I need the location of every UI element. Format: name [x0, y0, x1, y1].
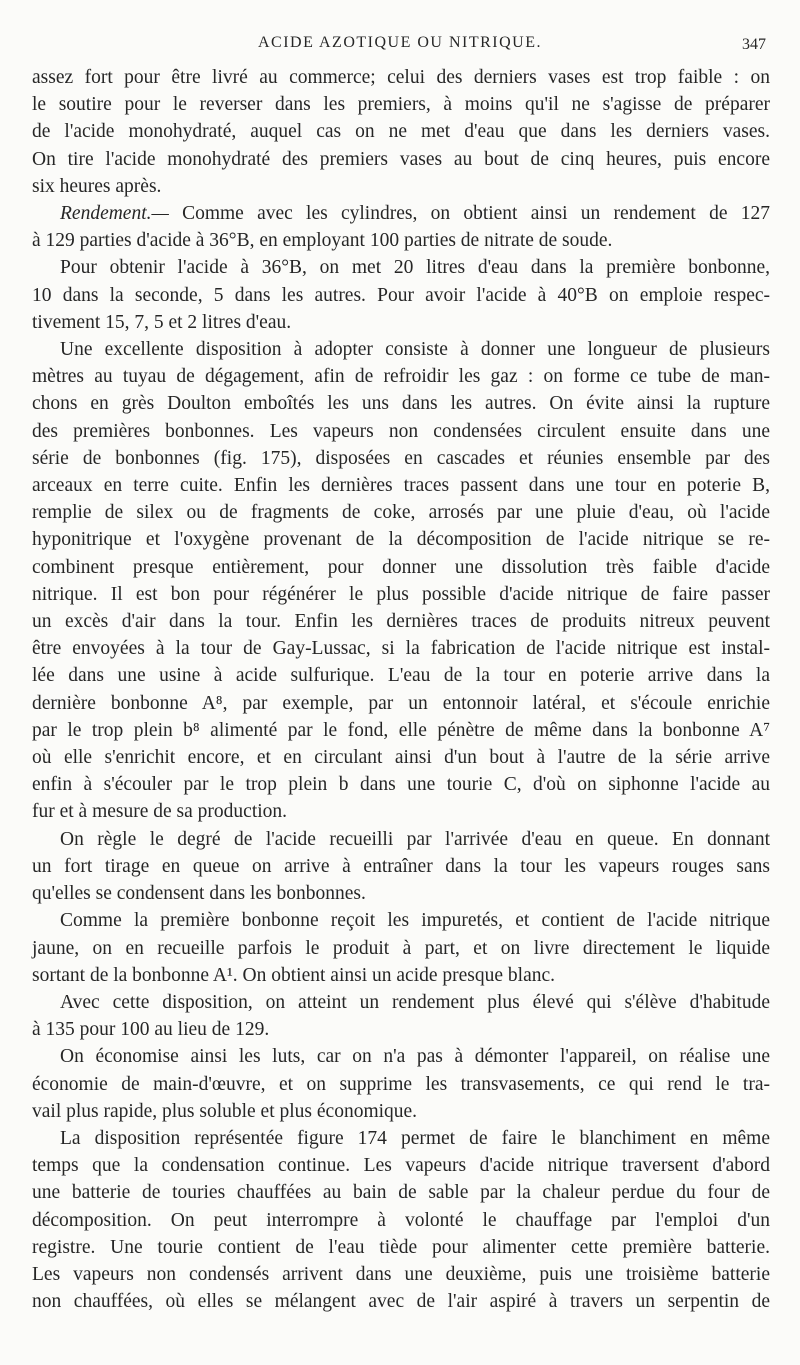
text-line	[32, 173, 770, 200]
line-text: enfin à s'écouler par le trop plein b dans une tourie C, d'où on siphonne l'acide au	[32, 774, 770, 796]
text-line	[32, 1207, 770, 1234]
line-text: non chauffées, où elles se mélangent avec de l'air aspiré à travers un serpentin de	[32, 1291, 770, 1313]
line-text: être envoyées à la tour de Gay-Lussac, si la fabrication de l'acide nitrique est instal-	[32, 638, 770, 660]
line-text: combinent presque entièrement, pour donner une dissolution très faible d'acide	[32, 556, 770, 578]
line-text: On tire l'acide monohydraté des premiers vases au bout de cinq heures, puis encore	[32, 148, 770, 170]
line-text: fur et à mesure de sa production.	[32, 801, 288, 823]
line-text: décomposition. On peut interrompre à volonté le chauffage par l'emploi d'un	[32, 1209, 770, 1231]
text-line	[32, 227, 770, 254]
line-text: Une excellente disposition à adopter consiste à donner une longueur de plusieurs	[60, 339, 770, 361]
text-line	[32, 1098, 770, 1125]
text-line	[32, 1016, 770, 1043]
line-text: Les vapeurs non condensés arrivent dans une deuxième, puis une troisième batterie	[32, 1263, 770, 1285]
text-line	[32, 880, 770, 907]
text-line	[32, 1179, 770, 1206]
text-line	[32, 91, 770, 118]
text-line	[32, 554, 770, 581]
line-text: mètres au tuyau de dégagement, afin de refroidir les gaz : on forme ce tube de man-	[32, 366, 770, 388]
page-header	[0, 34, 800, 58]
line-text: sortant de la bonbonne A¹. On obtient ainsi un acide presque blanc.	[32, 964, 556, 986]
line-text: remplie de silex ou de fragments de coke, arrosés par une pluie d'eau, où l'acide	[32, 502, 770, 524]
line-text: vail plus rapide, plus soluble et plus économique.	[32, 1100, 418, 1122]
text-line	[32, 526, 770, 553]
text-line	[32, 118, 770, 145]
text-line	[32, 282, 770, 309]
line-text: On économise ainsi les luts, car on n'a pas à démonter l'appareil, on réalise une	[60, 1046, 770, 1068]
line-text: Comme avec les cylindres, on obtient ainsi un rendement de 127	[182, 203, 770, 225]
line-text: un excès d'air dans la tour. Enfin les dernières traces de produits nitreux peuvent	[32, 611, 770, 633]
line-text: des premières bonbonnes. Les vapeurs non condensées circulent ensuite dans une	[32, 420, 770, 442]
line-text: par le trop plein b⁸ alimenté par le fond, elle pénètre de même dans la bonbonne A⁷	[32, 719, 770, 741]
line-text: à 129 parties d'acide à 36°B, en employant 100 parties de nitrate de soude.	[32, 230, 613, 252]
text-line	[32, 581, 770, 608]
line-text: 10 dans la seconde, 5 dans les autres. Pour avoir l'acide à 40°B on emploie respec-	[32, 284, 770, 306]
text-line	[32, 64, 770, 91]
body-text	[32, 64, 770, 1315]
line-text: Avec cette disposition, on atteint un rendement plus élevé qui s'élève d'habitude	[60, 991, 770, 1013]
text-line	[32, 1234, 770, 1261]
text-line	[32, 445, 770, 472]
text-line	[32, 853, 770, 880]
line-text: de l'acide monohydraté, auquel cas on ne met d'eau que dans les derniers vases.	[32, 121, 770, 143]
line-text: un fort tirage en queue on arrive à entraîner dans la tour les vapeurs rouges sans	[32, 855, 770, 877]
text-line	[32, 200, 770, 227]
text-line	[32, 1125, 770, 1152]
text-line	[32, 717, 770, 744]
text-line	[32, 744, 770, 771]
line-text: lée dans une usine à acide sulfurique. L'eau de la tour en poterie arrive dans la	[32, 665, 770, 687]
text-line	[32, 826, 770, 853]
line-text: jaune, on en recueille parfois le produit à part, et on livre directement le liquide	[32, 937, 770, 959]
running-title: ACIDE AZOTIQUE OU NITRIQUE.	[257, 34, 542, 51]
text-line	[32, 146, 770, 173]
line-text: économie de main-d'œuvre, et on supprime les transvasements, ce qui rend le tra-	[32, 1073, 770, 1095]
text-line	[32, 662, 770, 689]
text-line	[32, 635, 770, 662]
line-text: Comme la première bonbonne reçoit les impuretés, et contient de l'acide nitrique	[60, 910, 770, 932]
text-line	[32, 962, 770, 989]
text-line	[32, 771, 770, 798]
text-line	[32, 608, 770, 635]
line-text: six heures après.	[32, 175, 162, 197]
text-line	[32, 499, 770, 526]
text-line	[32, 336, 770, 363]
line-text: temps que la condensation continue. Les vapeurs d'acide nitrique traversent d'abord	[32, 1155, 770, 1177]
text-line	[32, 472, 770, 499]
text-line	[32, 254, 770, 281]
text-line	[32, 989, 770, 1016]
text-line	[32, 1071, 770, 1098]
text-line	[32, 390, 770, 417]
line-text: hyponitrique et l'oxygène provenant de la décomposition de l'acide nitrique se re-	[32, 529, 770, 551]
line-text: nitrique. Il est bon pour régénérer le plus possible d'acide nitrique de faire passer	[32, 583, 770, 605]
line-text: le soutire pour le reverser dans les premiers, à moins qu'il ne s'agisse de préparer	[32, 94, 770, 116]
text-line	[32, 907, 770, 934]
line-text: assez fort pour être livré au commerce; celui des derniers vases est trop faible : on	[32, 67, 770, 88]
line-text: dernière bonbonne A⁸, par exemple, par un entonnoir latéral, et s'écoule enrichie	[32, 692, 770, 714]
text-line	[32, 1152, 770, 1179]
line-text: série de bonbonnes (fig. 175), disposées en cascades et réunies ensemble par des	[32, 447, 770, 469]
text-line	[32, 418, 770, 445]
line-text: arceaux en terre cuite. Enfin les dernières traces passent dans une tour en poterie B,	[32, 475, 770, 497]
text-line	[32, 690, 770, 717]
line-text: une batterie de touries chauffées au bain de sable par la chaleur perdue du four de	[32, 1182, 770, 1204]
text-line	[32, 309, 770, 336]
italic-run-in-heading: Rendement.—	[60, 203, 183, 225]
line-text: La disposition représentée figure 174 permet de faire le blanchiment en même	[60, 1127, 770, 1149]
line-text: tivement 15, 7, 5 et 2 litres d'eau.	[32, 311, 292, 333]
text-line	[32, 1261, 770, 1288]
text-line	[32, 1288, 770, 1315]
line-text: à 135 pour 100 au lieu de 129.	[32, 1019, 270, 1041]
text-line	[32, 935, 770, 962]
page-number: 347	[742, 36, 766, 53]
line-text: On règle le degré de l'acide recueilli par l'arrivée d'eau en queue. En donnant	[60, 828, 770, 850]
line-text: Pour obtenir l'acide à 36°B, on met 20 litres d'eau dans la première bonbonne,	[60, 257, 770, 279]
text-line	[32, 363, 770, 390]
text-line	[32, 1043, 770, 1070]
line-text: chons en grès Doulton emboîtés les uns dans les autres. On évite ainsi la rupture	[32, 393, 770, 415]
line-text: registre. Une tourie contient de l'eau tiède pour alimenter cette première batterie.	[32, 1236, 770, 1258]
line-text: où elle s'enrichit encore, et en circulant ainsi d'un bout à l'autre de la série arrive	[32, 747, 770, 769]
text-line	[32, 798, 770, 825]
line-text: qu'elles se condensent dans les bonbonnes.	[32, 883, 366, 905]
